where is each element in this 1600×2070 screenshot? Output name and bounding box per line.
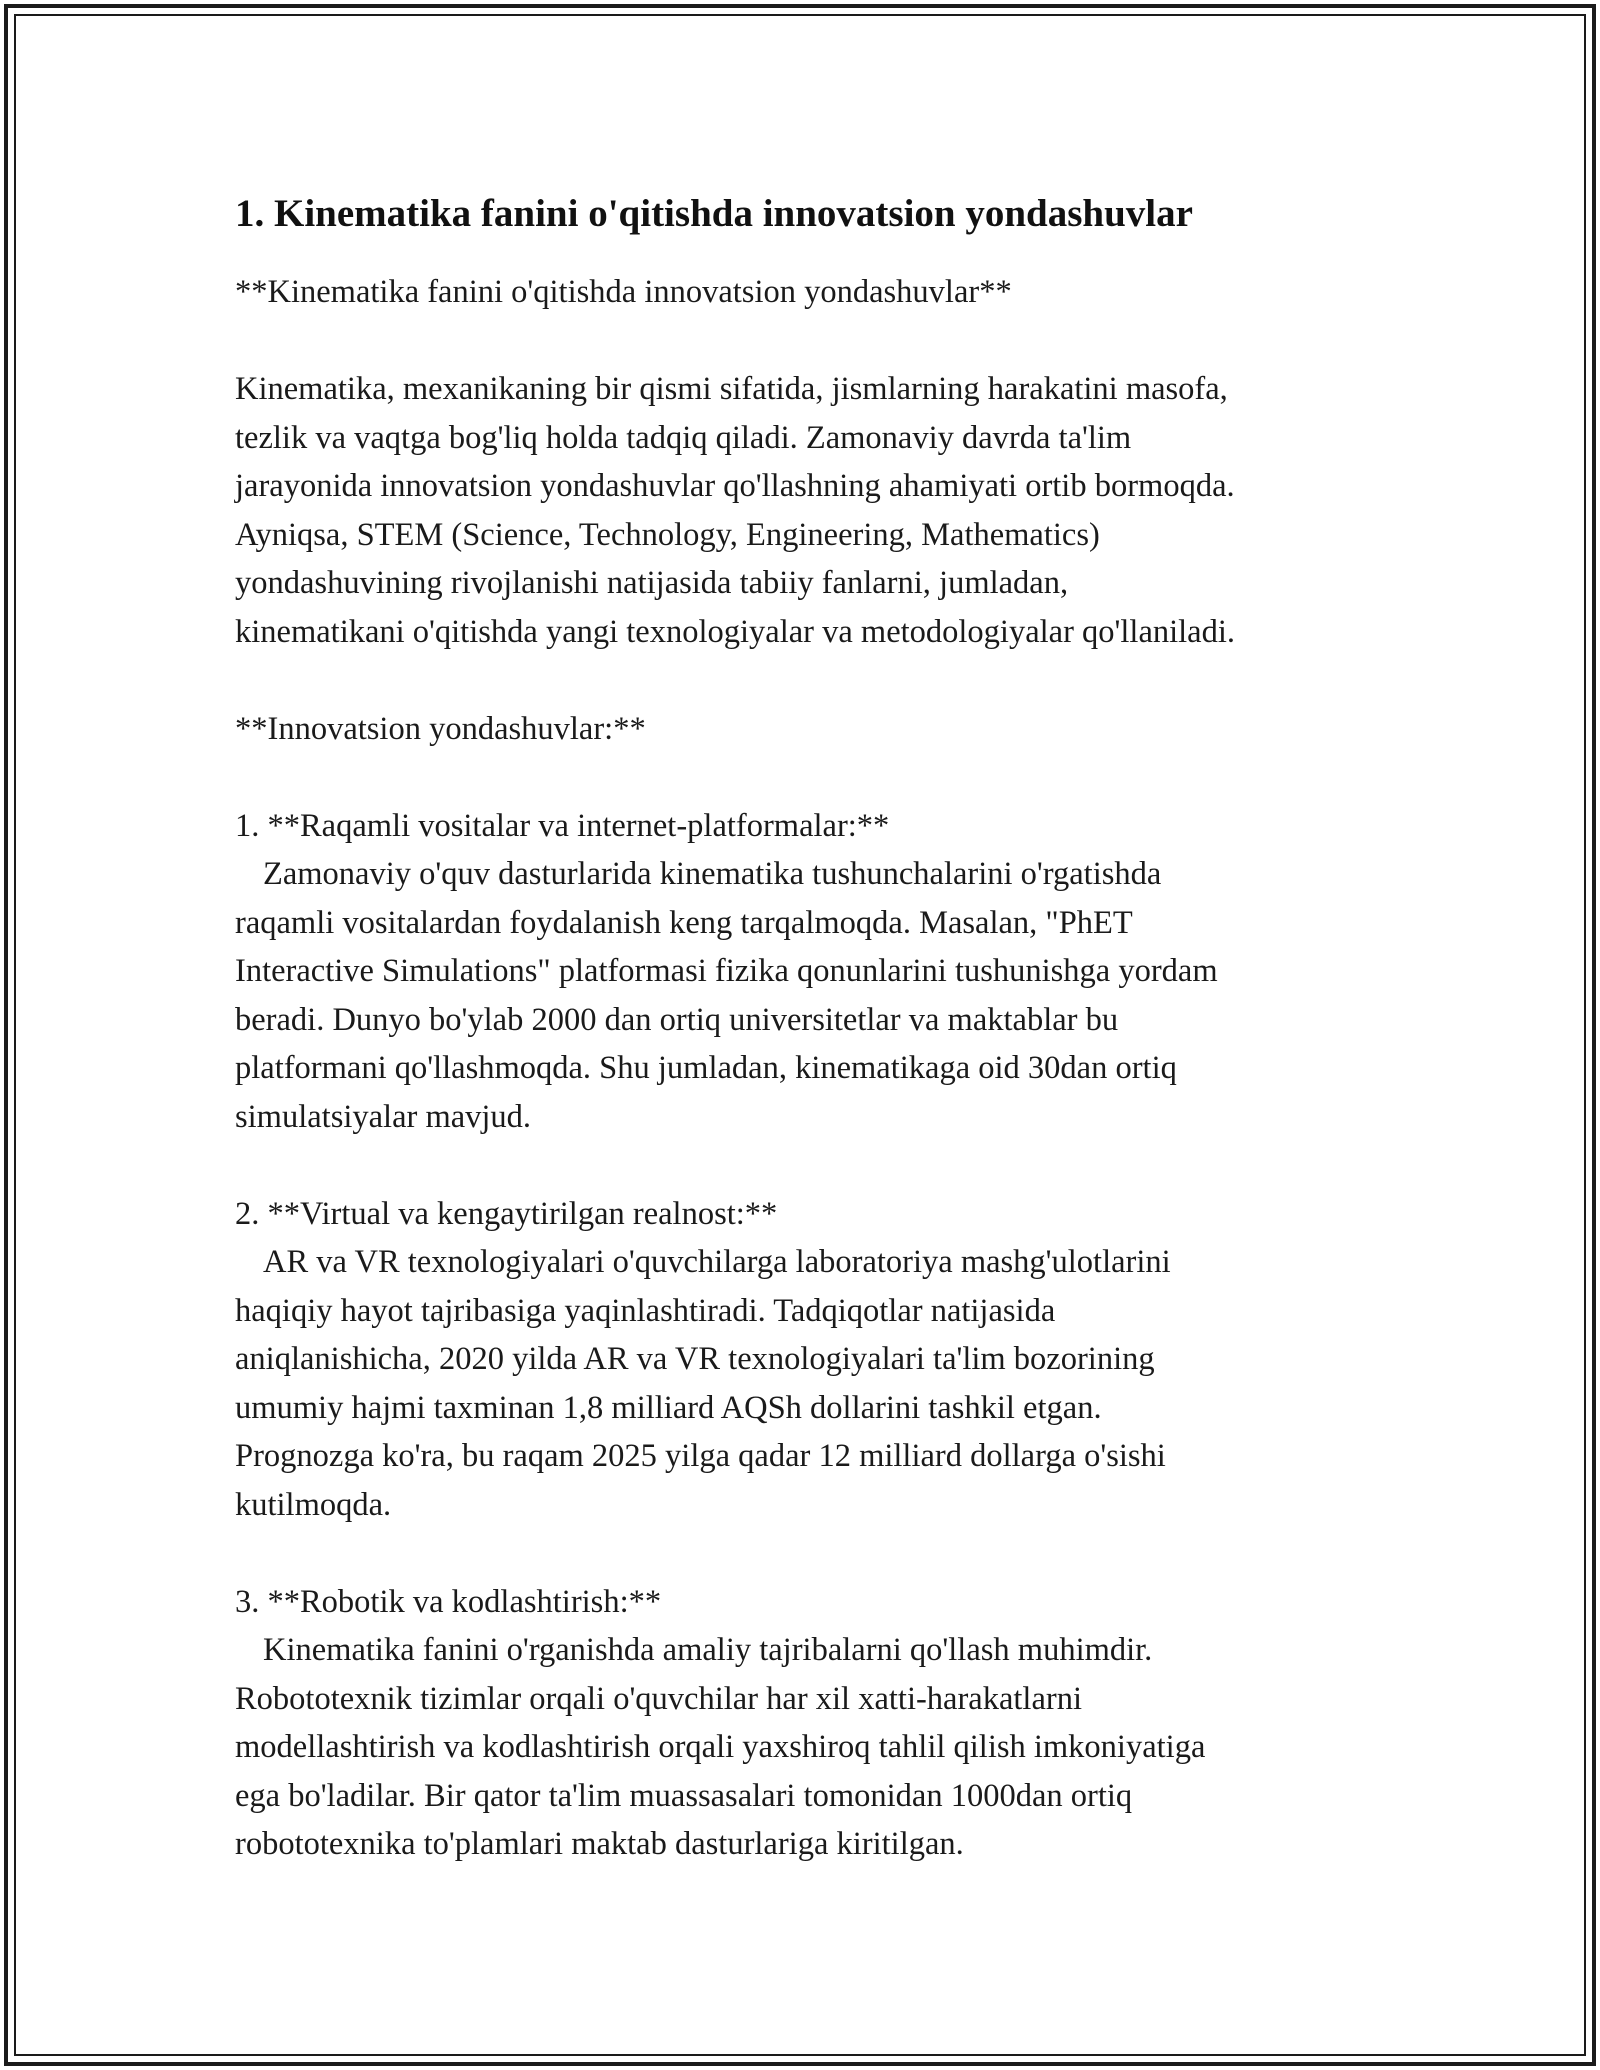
list-item-line: modellashtirish va kodlashtirish orqali yaxshiroq tahlil qilish imkoniyatiga xyxy=(235,1729,1206,1765)
list-item-line: robototexnika to'plamlari maktab dasturlariga kiritilgan. xyxy=(235,1826,964,1862)
section-heading: **Innovatsion yondashuvlar:** xyxy=(235,710,646,747)
paragraph-gap xyxy=(235,1141,1385,1190)
intro-paragraph xyxy=(235,365,1385,656)
list-item-heading: 2. **Virtual va kengaytirilgan realnost:** xyxy=(235,1195,778,1232)
intro-line: kinematikani o'qitishda yangi texnologiyalar va metodologiyalar qo'llaniladi. xyxy=(235,613,1236,650)
list-item-line: Zamonaviy o'quv dasturlarida kinematika tushunchalarini o'rgatishda xyxy=(263,856,1162,892)
paragraph-gap xyxy=(235,753,1385,802)
list-item-line: Kinematika fanini o'rganishda amaliy tajribalarni qo'llash muhimdir. xyxy=(263,1632,1153,1668)
list-item-line: AR va VR texnologiyalari o'quvchilarga laboratoriya mashg'ulotlarini xyxy=(263,1244,1171,1280)
list-item-line: haqiqiy hayot tajribasiga yaqinlashtiradi. Tadqiqotlar natijasida xyxy=(235,1292,1056,1329)
list-item xyxy=(235,802,1385,1142)
intro-line: Kinematika, mexanikaning bir qismi sifatida, jismlarning harakatini masofa, xyxy=(235,371,1228,407)
list-item-line: Prognozga ko'ra, bu raqam 2025 yilga qadar 12 milliard dollarga o'sishi xyxy=(235,1438,1166,1474)
intro-line: tezlik va vaqtga bog'liq holda tadqiq qiladi. Zamonaviy davrda ta'lim xyxy=(235,419,1132,456)
list-item-line: umumiy hajmi taxminan 1,8 milliard AQSh dollarini tashkil etgan. xyxy=(235,1389,1102,1426)
list-item-line: aniqlanishicha, 2020 yilda AR va VR texnologiyalari ta'lim bozorining xyxy=(235,1341,1155,1377)
document-title: 1. Kinematika fanini o'qitishda innovatsion yondashuvlar xyxy=(235,192,1193,235)
list-item-heading: 1. **Raqamli vositalar va internet-platformalar:** xyxy=(235,807,890,844)
list-item-line: platformani qo'llashmoqda. Shu jumladan, kinematikaga oid 30dan ortiq xyxy=(235,1050,1177,1086)
list-item-line: beradi. Dunyo bo'ylab 2000 dan ortiq universitetlar va maktablar bu xyxy=(235,1001,1119,1038)
list-item-line: ega bo'ladilar. Bir qator ta'lim muassasalari tomonidan 1000dan ortiq xyxy=(235,1777,1133,1814)
intro-line: jarayonida innovatsion yondashuvlar qo'llashning ahamiyati ortib bormoqda. xyxy=(235,468,1235,504)
document-body xyxy=(235,188,1385,1869)
list-item-line: Robototexnik tizimlar orqali o'quvchilar har xil xatti-harakatlarni xyxy=(235,1680,1082,1717)
list-item-heading: 3. **Robotik va kodlashtirish:** xyxy=(235,1583,662,1620)
list-item xyxy=(235,1190,1385,1530)
paragraph-gap xyxy=(235,1529,1385,1578)
list-item xyxy=(235,1578,1385,1869)
intro-line: yondashuvining rivojlanishi natijasida tabiiy fanlarni, jumladan, xyxy=(235,565,1069,601)
list-item-line: raqamli vositalardan foydalanish keng tarqalmoqda. Masalan, "PhET xyxy=(235,904,1133,941)
document-subtitle: **Kinematika fanini o'qitishda innovatsion yondashuvlar** xyxy=(235,274,1012,310)
paragraph-gap xyxy=(235,317,1385,366)
paragraph-gap xyxy=(235,656,1385,705)
list-item-line: simulatsiyalar mavjud. xyxy=(235,1098,532,1135)
list-item-line: kutilmoqda. xyxy=(235,1486,392,1523)
list-item-line: Interactive Simulations" platformasi fizika qonunlarini tushunishga yordam xyxy=(235,953,1218,989)
intro-line: Ayniqsa, STEM (Science, Technology, Engineering, Mathematics) xyxy=(235,516,1100,553)
